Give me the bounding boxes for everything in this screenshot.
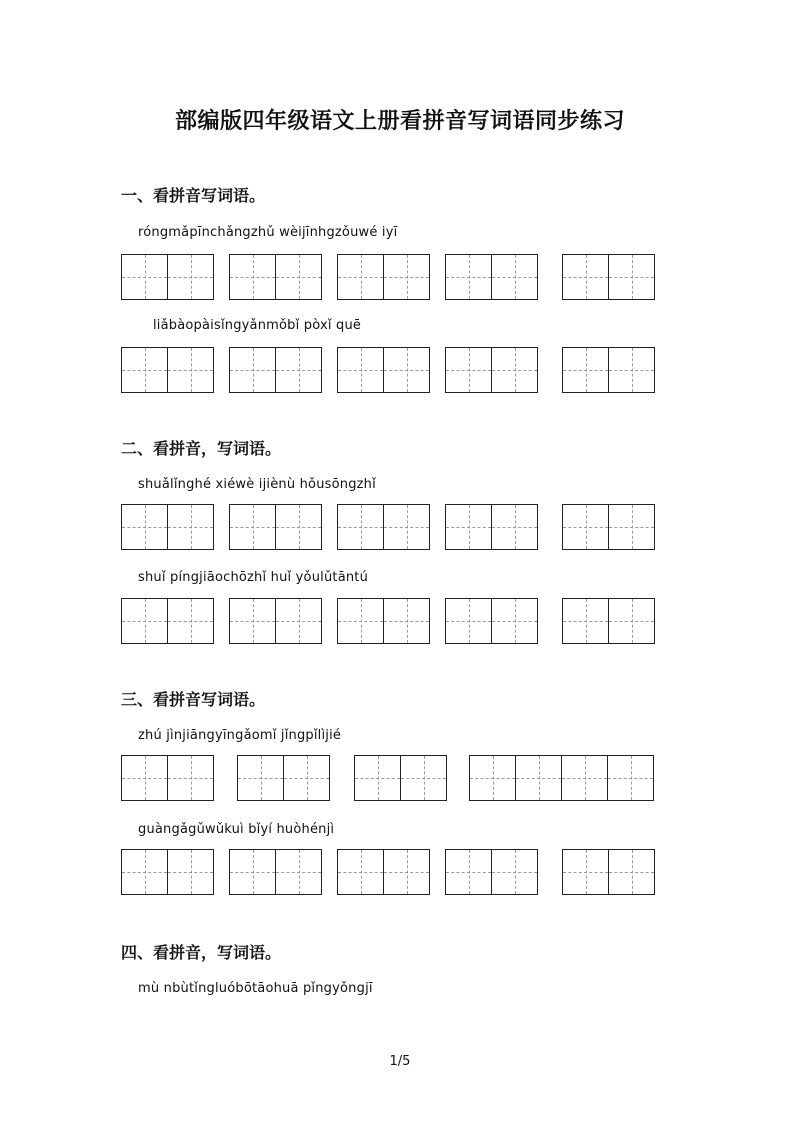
writing-cell[interactable]: [384, 599, 430, 643]
pinyin-line: mù nbùtǐngluóbōtāohuā pǐngyǒngjī: [138, 981, 373, 996]
writing-cell[interactable]: [492, 255, 538, 299]
writing-cell[interactable]: [338, 348, 384, 392]
writing-cell[interactable]: [384, 850, 430, 894]
answer-box-group: [121, 254, 214, 300]
writing-cell[interactable]: [563, 348, 609, 392]
writing-cell[interactable]: [609, 255, 655, 299]
writing-cell[interactable]: [384, 255, 430, 299]
writing-cell[interactable]: [168, 850, 214, 894]
writing-cell[interactable]: [492, 850, 538, 894]
writing-cell[interactable]: [609, 850, 655, 894]
writing-cell[interactable]: [609, 599, 655, 643]
writing-cell[interactable]: [168, 756, 214, 800]
answer-box-group: [337, 849, 430, 895]
pinyin-line: shuǐ píngjiāochōzhǐ huǐ yǒulǔtāntú: [138, 570, 369, 585]
answer-box-group: [337, 347, 430, 393]
writing-cell[interactable]: [230, 505, 276, 549]
writing-cell[interactable]: [122, 255, 168, 299]
writing-cell[interactable]: [355, 756, 401, 800]
writing-cell[interactable]: [230, 348, 276, 392]
writing-cell[interactable]: [563, 599, 609, 643]
writing-cell[interactable]: [338, 255, 384, 299]
answer-box-group: [121, 598, 214, 644]
writing-cell[interactable]: [562, 756, 608, 800]
answer-box-group: [469, 755, 654, 801]
writing-cell[interactable]: [492, 348, 538, 392]
writing-cell[interactable]: [609, 505, 655, 549]
answer-box-group: [445, 849, 538, 895]
writing-cell[interactable]: [470, 756, 516, 800]
answer-box-group: [562, 347, 655, 393]
pinyin-line: shuǎlǐnghé xiéwè ijiènù hǒusōngzhǐ: [138, 477, 376, 492]
answer-box-group: [562, 504, 655, 550]
writing-cell[interactable]: [563, 850, 609, 894]
writing-cell[interactable]: [122, 348, 168, 392]
answer-box-group: [229, 504, 322, 550]
writing-cell[interactable]: [608, 756, 654, 800]
writing-cell[interactable]: [563, 505, 609, 549]
writing-cell[interactable]: [401, 756, 447, 800]
answer-box-group: [229, 347, 322, 393]
writing-cell[interactable]: [276, 850, 322, 894]
writing-cell[interactable]: [492, 599, 538, 643]
writing-cell[interactable]: [446, 599, 492, 643]
answer-box-group: [337, 254, 430, 300]
answer-box-group: [354, 755, 447, 801]
writing-cell[interactable]: [446, 850, 492, 894]
writing-cell[interactable]: [230, 850, 276, 894]
writing-cell[interactable]: [122, 850, 168, 894]
writing-cell[interactable]: [168, 348, 214, 392]
writing-cell[interactable]: [276, 505, 322, 549]
answer-box-group: [237, 755, 330, 801]
answer-grid-row: [121, 849, 681, 896]
writing-cell[interactable]: [276, 599, 322, 643]
answer-box-group: [562, 849, 655, 895]
answer-box-group: [121, 347, 214, 393]
writing-cell[interactable]: [276, 348, 322, 392]
pinyin-line: zhú jìnjiāngyīngǎomǐ jǐngpǐlìjié: [138, 728, 342, 743]
section-heading-3: 三、看拼音写词语。: [121, 690, 266, 709]
writing-cell[interactable]: [230, 255, 276, 299]
answer-box-group: [229, 254, 322, 300]
answer-box-group: [337, 504, 430, 550]
answer-box-group: [337, 598, 430, 644]
answer-box-group: [229, 849, 322, 895]
writing-cell[interactable]: [338, 599, 384, 643]
answer-grid-row: [121, 254, 681, 301]
answer-grid-row: [121, 598, 681, 645]
section-heading-2: 二、看拼音，写词语。: [121, 439, 282, 458]
pinyin-line: róngmǎpīnchǎngzhǔ wèijīnhgzǒuwé iyī: [138, 225, 398, 240]
writing-cell[interactable]: [168, 505, 214, 549]
writing-cell[interactable]: [446, 505, 492, 549]
page-number: 1/5: [389, 1054, 411, 1069]
pinyin-line: guàngǎgǔwǔkuì bǐyí huòhénjì: [138, 822, 335, 837]
pinyin-line: liǎbàopàisǐngyǎnmǒbǐ pòxǐ quē: [153, 318, 362, 333]
writing-cell[interactable]: [516, 756, 562, 800]
writing-cell[interactable]: [122, 505, 168, 549]
answer-box-group: [445, 598, 538, 644]
writing-cell[interactable]: [276, 255, 322, 299]
answer-box-group: [121, 504, 214, 550]
answer-grid-row: [121, 755, 681, 802]
answer-box-group: [121, 755, 214, 801]
answer-grid-row: [121, 347, 681, 394]
answer-grid-row: [121, 504, 681, 551]
writing-cell[interactable]: [122, 599, 168, 643]
writing-cell[interactable]: [338, 850, 384, 894]
answer-box-group: [445, 254, 538, 300]
writing-cell[interactable]: [168, 255, 214, 299]
writing-cell[interactable]: [284, 756, 330, 800]
writing-cell[interactable]: [384, 348, 430, 392]
writing-cell[interactable]: [230, 599, 276, 643]
section-heading-1: 一、看拼音写词语。: [121, 186, 266, 205]
writing-cell[interactable]: [338, 505, 384, 549]
writing-cell[interactable]: [492, 505, 538, 549]
answer-box-group: [229, 598, 322, 644]
writing-cell[interactable]: [122, 756, 168, 800]
worksheet-title: 部编版四年级语文上册看拼音写词语同步练习: [174, 109, 625, 134]
writing-cell[interactable]: [446, 255, 492, 299]
answer-box-group: [562, 598, 655, 644]
section-heading-4: 四、看拼音，写词语。: [121, 943, 282, 962]
answer-box-group: [445, 347, 538, 393]
writing-cell[interactable]: [563, 255, 609, 299]
writing-cell[interactable]: [446, 348, 492, 392]
answer-box-group: [121, 849, 214, 895]
writing-cell[interactable]: [609, 348, 655, 392]
answer-box-group: [445, 504, 538, 550]
writing-cell[interactable]: [238, 756, 284, 800]
writing-cell[interactable]: [384, 505, 430, 549]
answer-box-group: [562, 254, 655, 300]
writing-cell[interactable]: [168, 599, 214, 643]
